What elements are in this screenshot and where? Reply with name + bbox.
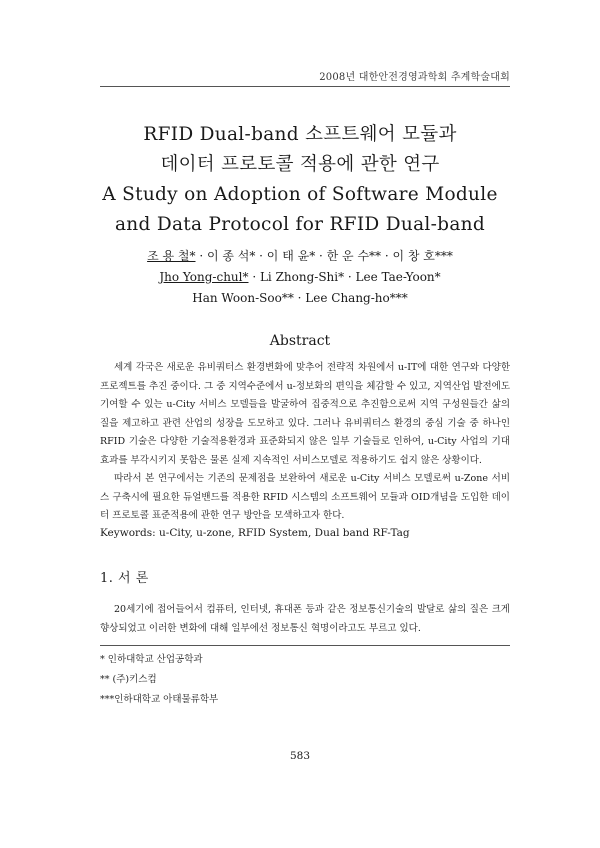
footnotes: [100, 650, 510, 710]
authors-english-line-1: [0, 267, 600, 288]
coauthors-korean: · 이 종 석* · 이 태 윤* · 한 운 수** · 이 창 호***: [195, 249, 453, 263]
abstract-body: [100, 359, 510, 526]
header-rule: [100, 86, 510, 87]
footnote-3: ***인하대학교 아태물류학부: [100, 694, 219, 705]
footnote-rule: [100, 645, 510, 646]
abstract-heading: Abstract: [269, 333, 331, 349]
author-block: [0, 246, 600, 309]
title-block: [0, 120, 600, 240]
keywords: Keywords: u-City, u-zone, RFID System, Dual band RF-Tag: [100, 527, 410, 539]
title-korean-line-1: RFID Dual-band 소프트웨어 모듈과: [143, 124, 457, 145]
title-english-line-2: and Data Protocol for RFID Dual-band: [114, 214, 486, 235]
page-number: 583: [289, 750, 311, 762]
title-korean-line-2: 데이터 프로토콜 적용에 관한 연구: [160, 154, 440, 175]
coauthors-english-1: · Li Zhong-Shi* · Lee Tae-Yoon*: [248, 270, 441, 284]
running-header: 2008년 대한안전경영과학회 추계학술대회: [319, 72, 510, 83]
introduction-paragraph-1: 20세기에 접어들어서 컴퓨터, 인터넷, 휴대폰 등과 같은 정보통신기술의 발달로 삶의 질은 크게 향상되었고 이러한 변화에 대해 일부에선 정보통신 혁명이라고도 부르고 있다.: [100, 604, 510, 634]
title-english-line-1: A Study on Adoption of Software Module: [102, 184, 498, 205]
introduction-body: [100, 600, 510, 638]
authors-english-line-2: Han Woon-Soo** · Lee Chang-ho***: [192, 291, 408, 305]
first-author-korean: 조 용 철*: [147, 249, 196, 263]
authors-korean: [0, 246, 600, 267]
footnote-1: * 인하대학교 산업공학과: [100, 654, 203, 665]
section-heading-introduction: 1. 서 론: [100, 571, 149, 586]
abstract-paragraph-2: 따라서 본 연구에서는 기존의 문제점을 보완하여 새로운 u-City 서비스 모델로써 u-Zone 서비스 구축시에 필요한 듀얼밴드를 적용한 RFID 시스템의 소프트웨어 모듈과 OID개념을 도입한 데이터 프로토콜 표준적용에 관한 연구 방안을 모색하고자 한다.: [100, 473, 510, 521]
first-author-english: Jho Yong-chul*: [159, 270, 249, 284]
abstract-paragraph-1: 세계 각국은 새로운 유비쿼터스 환경변화에 맞추어 전략적 차원에서 u-IT에 대한 연구와 다양한 프로젝트를 추진 중이다. 그 중 지역수준에서 u-정보화의 편익을 체감할 수 있고, 지역산업 발전에도 기여할 수 있는 u-City 서비스 모델들을 발굴하여 집중적으로 추진함으로써 지역 구성원들간 삶의 질을 제고하고 관련 산업의 성장을 도모하고 있다. 그러나 유비쿼터스 환경의 중심 기술 중 하나인 RFID 기술은 다양한 기술적용환경과 표준화되지 않은 일부 기술들로 인하여, u-City 사업의 기대효과를 부각시키지 못함은 물론 실제 지속적인 서비스모델로 적용하기도 쉽지 않은 상황이다.: [100, 362, 510, 466]
footnote-2: ** (주)키스컴: [100, 674, 157, 685]
